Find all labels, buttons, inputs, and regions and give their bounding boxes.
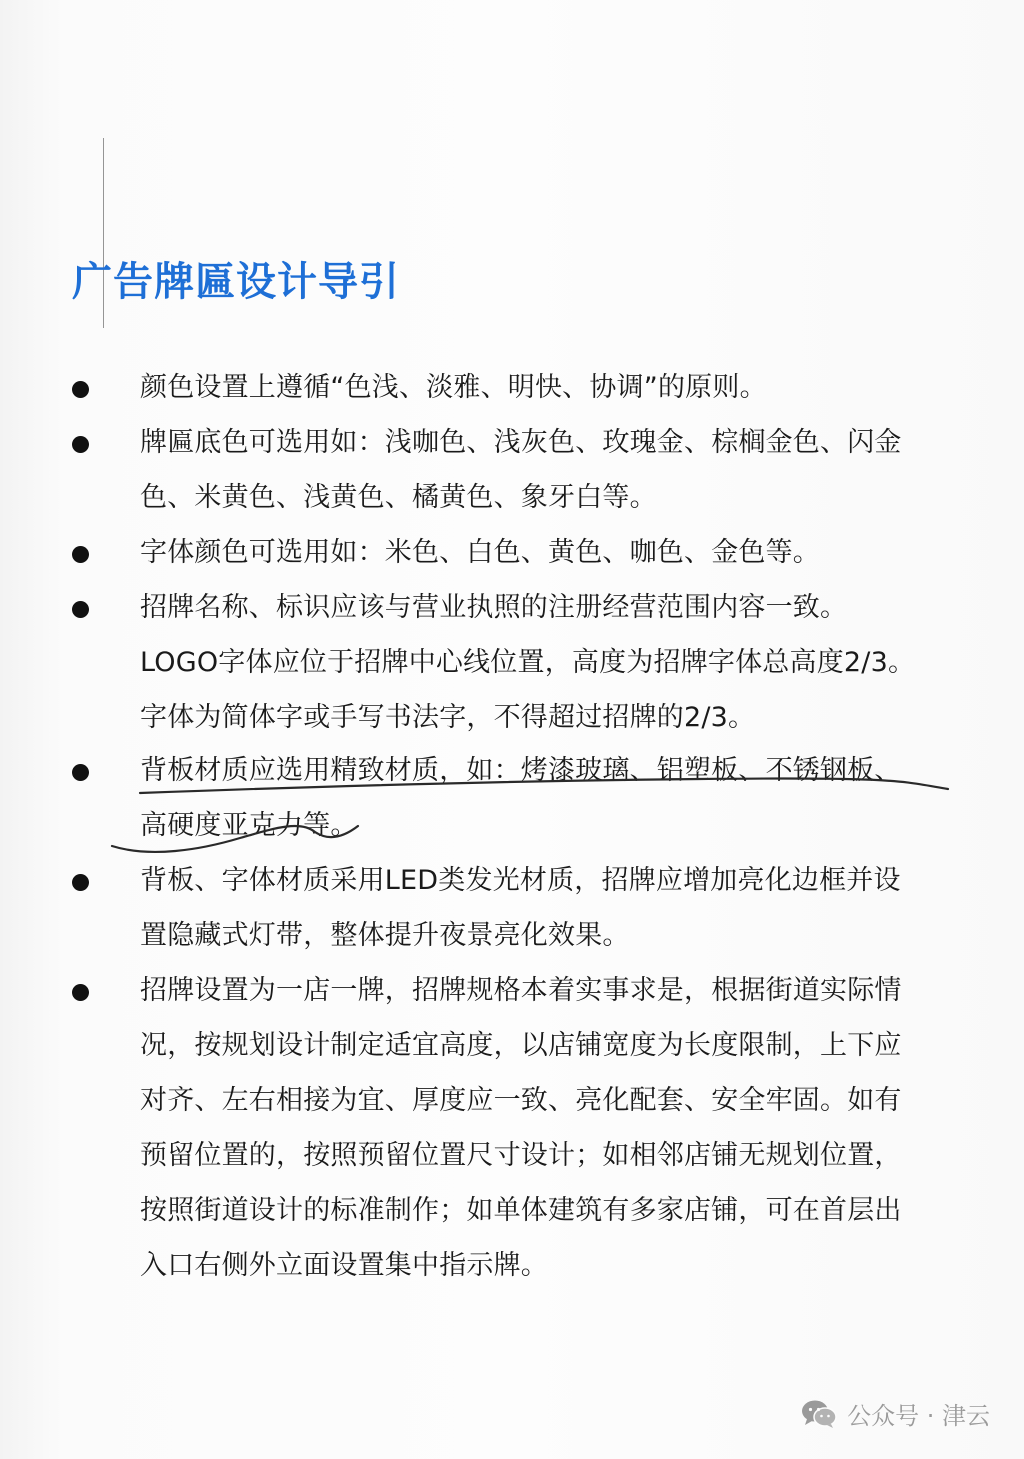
list-item-line: 牌匾底色可选用如：浅咖色、浅灰色、玫瑰金、棕榈金色、闪金	[140, 427, 902, 458]
list-item-line: 背板材质应选用精致材质，如：烤漆玻璃、铝塑板、不锈钢板、	[140, 755, 902, 786]
list-item	[140, 853, 1000, 963]
list-item-line: 入口右侧外立面设置集中指示牌。	[140, 1250, 548, 1281]
list-item-line: 预留位置的，按照预留位置尺寸设计；如相邻店铺无规划位置，	[140, 1140, 902, 1171]
list-item-line: LOGO字体应位于招牌中心线位置，高度为招牌字体总高度2/3。	[140, 647, 916, 678]
bullet-icon	[72, 436, 89, 453]
list-item-line: 色、米黄色、浅黄色、橘黄色、象牙白等。	[140, 482, 657, 513]
list-item	[140, 360, 1000, 415]
watermark-text: 公众号 · 津云	[847, 1402, 990, 1430]
list-item-line: 对齐、左右相接为宜、厚度应一致、亮化配套、安全牢固。如有	[140, 1085, 902, 1116]
list-item	[140, 963, 1000, 1293]
list-item	[140, 743, 1000, 853]
list-item-line: 背板、字体材质采用LED类发光材质，招牌应增加亮化边框并设	[140, 865, 901, 896]
bullet-icon	[72, 546, 89, 563]
wechat-icon	[801, 1399, 837, 1429]
list-item-line: 颜色设置上遵循“色浅、淡雅、明快、协调”的原则。	[140, 372, 767, 403]
bullet-icon	[72, 874, 89, 891]
bullet-icon	[72, 381, 89, 398]
list-item	[140, 580, 1000, 745]
list-item-line: 招牌名称、标识应该与营业执照的注册经营范围内容一致。	[140, 592, 848, 623]
list-item-line: 高硬度亚克力等。	[140, 810, 358, 841]
page-title: 广告牌匾设计导引	[72, 259, 400, 305]
list-item-line: 招牌设置为一店一牌，招牌规格本着实事求是，根据街道实际情	[140, 975, 902, 1006]
list-item-line: 按照街道设计的标准制作；如单体建筑有多家店铺，可在首层出	[140, 1195, 902, 1226]
watermark	[801, 1396, 990, 1431]
bullet-icon	[72, 764, 89, 781]
bullet-icon	[72, 601, 89, 618]
list-item-line: 况，按规划设计制定适宜高度，以店铺宽度为长度限制，上下应	[140, 1030, 902, 1061]
list-item-line: 置隐藏式灯带，整体提升夜景亮化效果。	[140, 920, 630, 951]
list-item-line: 字体为简体字或手写书法字，不得超过招牌的2/3。	[140, 702, 756, 733]
list-item-line: 字体颜色可选用如：米色、白色、黄色、咖色、金色等。	[140, 537, 820, 568]
list-item	[140, 415, 1000, 525]
list-item	[140, 525, 1000, 580]
bullet-icon	[72, 984, 89, 1001]
